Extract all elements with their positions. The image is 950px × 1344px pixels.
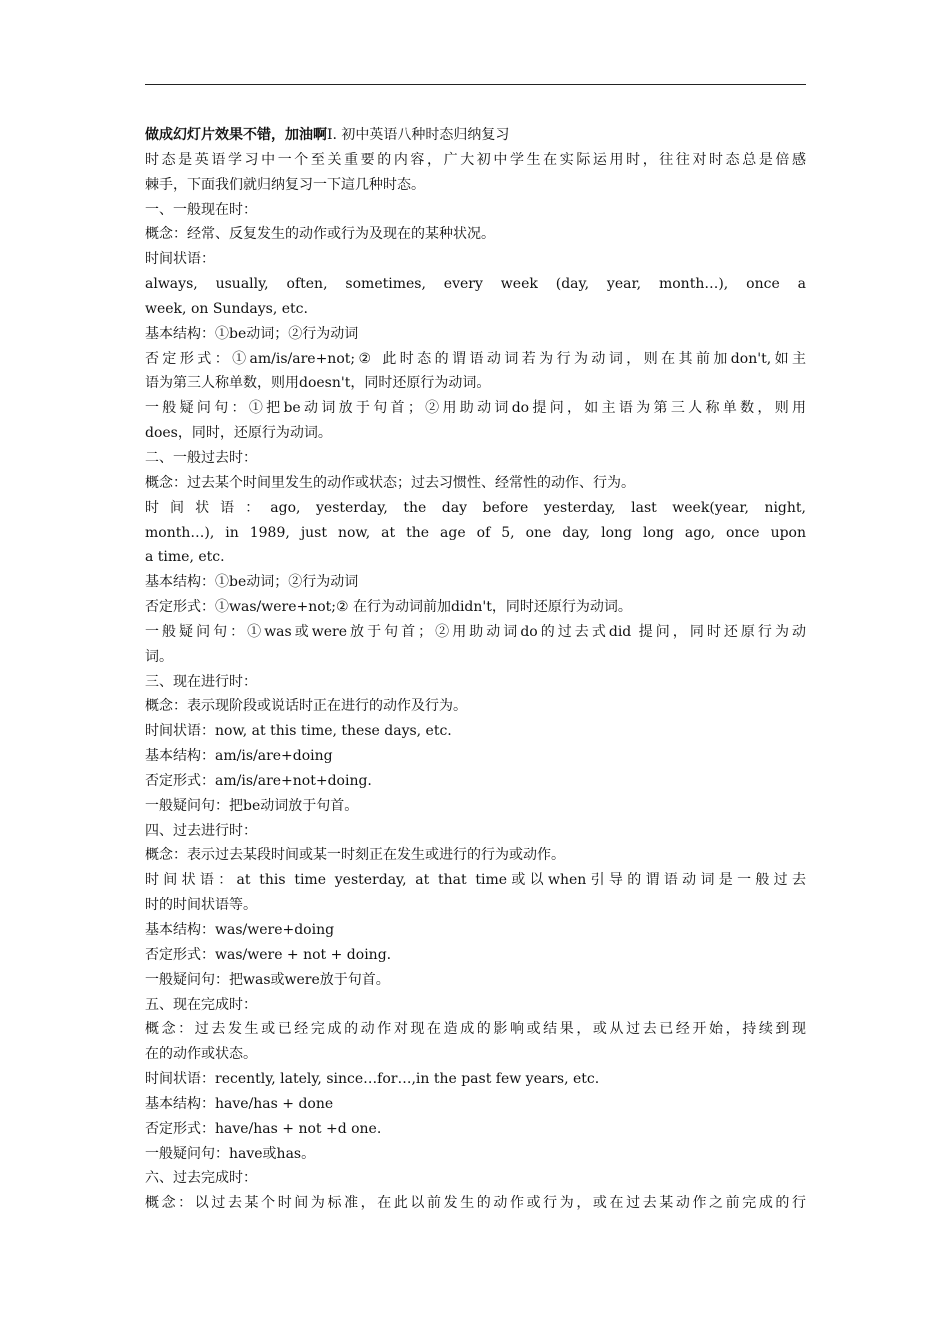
text-line: 概念：过去某个时间里发生的动作或状态；过去习惯性、经常性的动作、行为。 (145, 474, 635, 491)
text-line: week, on Sundays, etc. (145, 300, 308, 317)
text-line: 时间状语： (145, 251, 215, 268)
text-line: 一、一般现在时： (145, 201, 257, 218)
text-line: 否定形式：have/has + not +d one. (145, 1120, 382, 1137)
text-line: 一般疑问句：把be动词放于句首。 (145, 797, 359, 814)
text-line: 时间状语：recently, lately, since…for…,in the past few years, etc. (145, 1071, 600, 1088)
text-line: 否定形式：①am/is/are+not;② 此时态的谓语动词若为行为动词，则在其前加don't,如主 (145, 350, 806, 367)
title-emphasis: 做成幻灯片效果不错，加油啊 (145, 127, 327, 143)
text-line: 基本结构：①be动词；②行为动词 (145, 325, 359, 342)
header-rule (145, 84, 806, 85)
text-line: 概念：以过去某个时间为标准，在此以前发生的动作或行为，或在过去某动作之前完成的行 (145, 1195, 806, 1212)
text-line: 语为第三人称单数，则用doesn't，同时还原行为动词。 (145, 375, 491, 392)
text-line: 概念：过去发生或已经完成的动作对现在造成的影响或结果，或从过去已经开始，持续到现 (145, 1021, 806, 1038)
text-line: 六、过去完成时： (145, 1170, 257, 1187)
text-line: a time, etc. (145, 549, 225, 566)
text-line: 三、现在进行时： (145, 673, 257, 690)
text-line: 在的动作或状态。 (145, 1046, 257, 1063)
text-line: 二、一般过去时： (145, 449, 257, 466)
text-line: month…), in 1989, just now, at the age of 5, one day, long long ago, once upon (145, 524, 806, 541)
text-line: 时间状语：at this time yesterday, at that time或以when引导的谓语动词是一般过去 (145, 872, 806, 889)
text-line: 概念：表示过去某段时间或某一时刻正在发生或进行的行为或动作。 (145, 847, 565, 864)
text-line: 基本结构：have/has + done (145, 1095, 334, 1112)
text-line: 时间状语：ago, yesterday, the day before yesterday, last week(year, night, (145, 499, 806, 516)
text-line: 棘手，下面我们就归纳复习一下這几种时态。 (145, 176, 425, 193)
text-line: 时间状语：now, at this time, these days, etc. (145, 723, 452, 740)
text-line: 一般疑问句：把was或were放于句首。 (145, 971, 390, 988)
text-line: 否定形式：①was/were+not;② 在行为动词前加didn't，同时还原行为动词。 (145, 599, 632, 616)
document-body (145, 123, 806, 1216)
text-line: 四、过去进行时： (145, 822, 257, 839)
text-line: 否定形式：am/is/are+not+doing. (145, 772, 372, 789)
text-line: 概念：表示现阶段或说话时正在进行的动作及行为。 (145, 698, 467, 715)
document-title (145, 123, 806, 148)
text-line: 一般疑问句：①was或were放于句首；②用助动词do的过去式did 提问，同时还原行为动 (145, 623, 806, 640)
text-line: always, usually, often, sometimes, every week (day, year, month…), once a (145, 276, 806, 293)
text-line: does，同时，还原行为动词。 (145, 425, 332, 442)
text-line: 一般疑问句：have或has。 (145, 1145, 316, 1162)
text-line: 基本结构：was/were+doing (145, 922, 335, 938)
text-line: 基本结构：①be动词；②行为动词 (145, 574, 359, 591)
text-line: 五、现在完成时： (145, 996, 257, 1013)
text-line: 时态是英语学习中一个至关重要的内容，广大初中学生在实际运用时，往往对时态总是倍感 (145, 151, 806, 168)
text-line: 词。 (145, 648, 173, 665)
text-line: 基本结构：am/is/are+doing (145, 748, 333, 765)
text-line: 一般疑问句：①把be动词放于句首；②用助动词do提问，如主语为第三人称单数，则用 (145, 400, 806, 417)
text-line: 时的时间状语等。 (145, 897, 257, 914)
title-text: Ⅰ. 初中英语八种时态归纳复习 (327, 127, 510, 143)
text-line: 否定形式：was/were + not + doing. (145, 946, 392, 963)
text-line: 概念：经常、反复发生的动作或行为及现在的某种状况。 (145, 226, 495, 243)
